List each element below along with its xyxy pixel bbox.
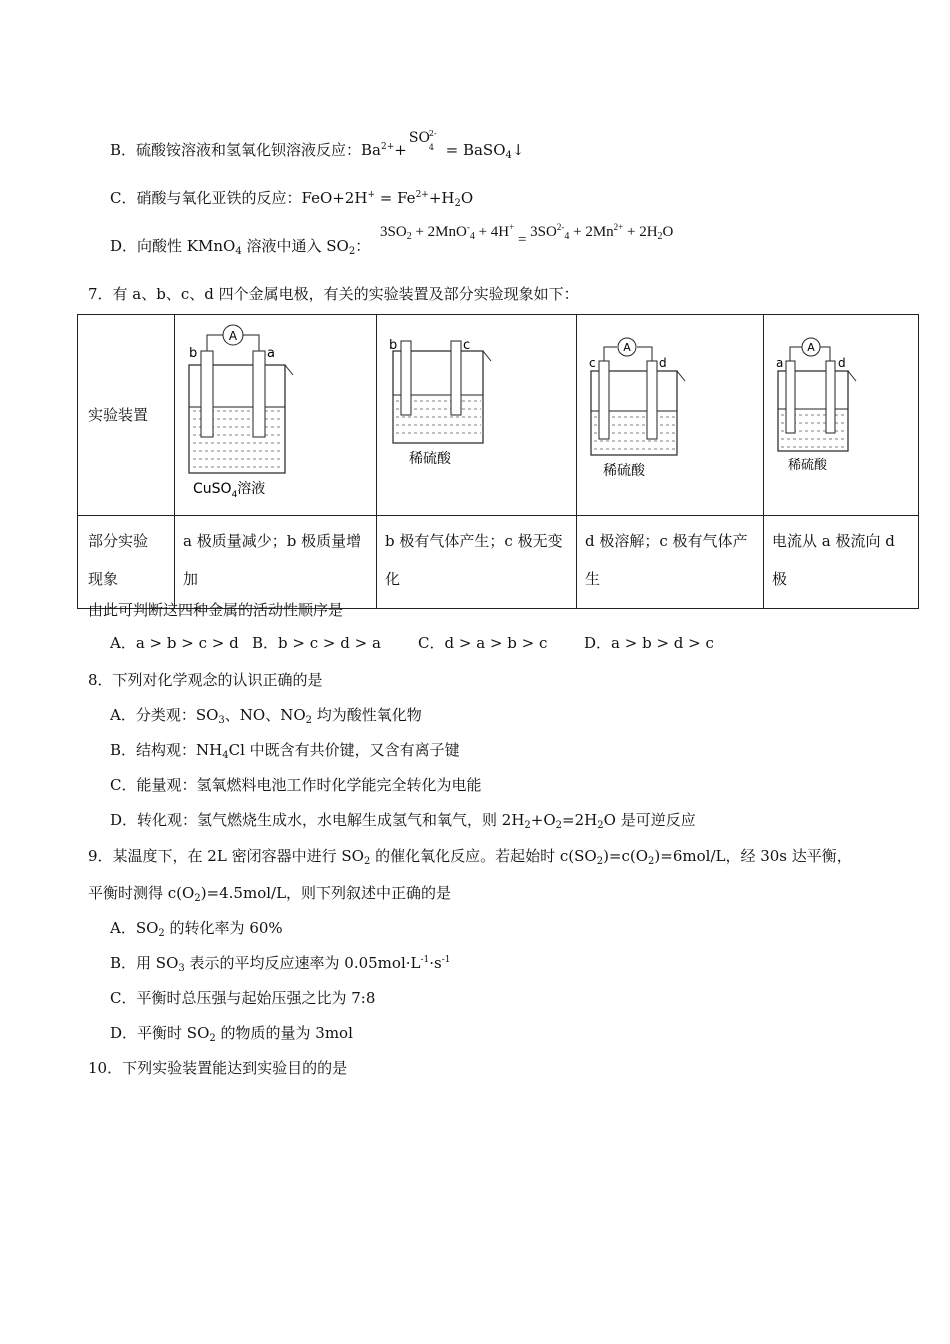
row-label-apparatus: 实验装置	[78, 315, 175, 516]
q8-option-d[interactable]: D．转化观：氢气燃烧生成水，水电解生成氢气和氧气，则 $2H_2+O_2=2H_2O$ 是可逆反应	[110, 811, 696, 831]
q9-stem-line1: 9．某温度下，在 2L 密闭容器中进行 $SO_2$ 的催化氧化反应。若起始时 $c(SO_2)=c(O_2)=6mol/L$，经 30s 达平衡，	[88, 847, 852, 867]
device-3	[577, 315, 764, 516]
solution-label: 稀硫酸	[603, 463, 646, 479]
q9-option-a[interactable]: A．$SO_2$ 的转化率为 60%	[110, 919, 283, 939]
observation-4: 电流从 a 极流向 d 极	[764, 516, 919, 609]
q7-stem: 7．有 a、b、c、d 四个金属电极，有关的实验装置及部分实验现象如下：	[88, 285, 579, 303]
left-electrode-label: c	[589, 356, 596, 370]
left-electrode-label: a	[776, 356, 784, 370]
ammeter-label: A	[623, 341, 631, 354]
q9-option-c[interactable]: C．平衡时总压强与起始压强之比为 7:8	[110, 989, 376, 1007]
device-2	[377, 315, 577, 516]
solution-label: CuSO$_4$溶液	[193, 481, 266, 500]
device-4-diagram	[764, 315, 917, 511]
right-electrode-label: d	[838, 356, 846, 370]
right-electrode-label: a	[267, 346, 276, 361]
right-electrode-label: d	[659, 356, 667, 370]
q6-option-d-equation: $3SO_2 + 2MnO^-_4 + 4H^+ = 3SO^{2-}_4 + 2Mn^{2+} + 2H_2O$	[380, 222, 674, 248]
q6-option-b: B．硫酸铵溶液和氢氧化钡溶液反应：$Ba^{2+}+$ SO 2- 4 = BaSO$_4$↓	[110, 129, 525, 161]
ammeter-label: A	[228, 329, 238, 343]
solution-label: 稀硫酸	[409, 451, 452, 467]
observation-3: d 极溶解；c 极有气体产生	[577, 516, 764, 609]
ammeter-label: A	[807, 341, 815, 354]
q8-option-a[interactable]: A．分类观：$SO_3$、NO、$NO_2$ 均为酸性氧化物	[110, 706, 422, 726]
solution-label: 稀硫酸	[788, 458, 828, 473]
q8-option-c[interactable]: C．能量观：氢氧燃料电池工作时化学能完全转化为电能	[110, 776, 482, 794]
left-electrode-label: b	[189, 346, 198, 361]
q8-option-b[interactable]: B．结构观：$NH_4Cl$ 中既含有共价键，又含有离子键	[110, 741, 460, 761]
q7-choice-d[interactable]: D．a > b > d > c	[584, 634, 714, 652]
device-2-diagram	[377, 315, 575, 511]
q9-option-b[interactable]: B．用 $SO_3$ 表示的平均反应速率为 $0.05mol\cdot L^{-1}\cdot s^{-1}$	[110, 954, 451, 974]
device-1	[175, 315, 377, 516]
q6-option-d: D．向酸性 KMnO$_4$ 溶液中通入 $SO_2$：	[110, 237, 371, 257]
left-electrode-label: b	[389, 338, 398, 353]
observation-2: b 极有气体产生；c 极无变化	[377, 516, 577, 609]
row-label-observations: 部分实验 现象	[78, 516, 175, 609]
device-1-diagram	[175, 315, 375, 511]
q7-conclusion: 由此可判断这四种金属的活动性顺序是	[88, 601, 344, 619]
q7-choice-c[interactable]: C．d > a > b > c	[418, 634, 548, 652]
q10-stem: 10．下列实验装置能达到实验目的的是	[88, 1059, 348, 1077]
observation-1: a 极质量减少；b 极质量增加	[175, 516, 377, 609]
right-electrode-label: c	[463, 338, 471, 353]
q6-option-c: C．硝酸与氧化亚铁的反应：$FeO+2H^+ = Fe^{2+}+H_2O$	[110, 189, 474, 209]
q7-choice-a[interactable]: A．a > b > c > d	[110, 634, 239, 652]
q9-stem-line2: 平衡时测得 $c(O_2)=4.5mol/L$，则下列叙述中正确的是	[88, 884, 452, 904]
q8-stem: 8．下列对化学观念的认识正确的是	[88, 671, 323, 689]
q7-experiment-table	[77, 314, 919, 609]
device-4	[764, 315, 919, 516]
q9-option-d[interactable]: D．平衡时 $SO_2$ 的物质的量为 3mol	[110, 1024, 353, 1044]
q7-choice-b[interactable]: B．b > c > d > a	[252, 634, 381, 652]
device-3-diagram	[577, 315, 762, 511]
